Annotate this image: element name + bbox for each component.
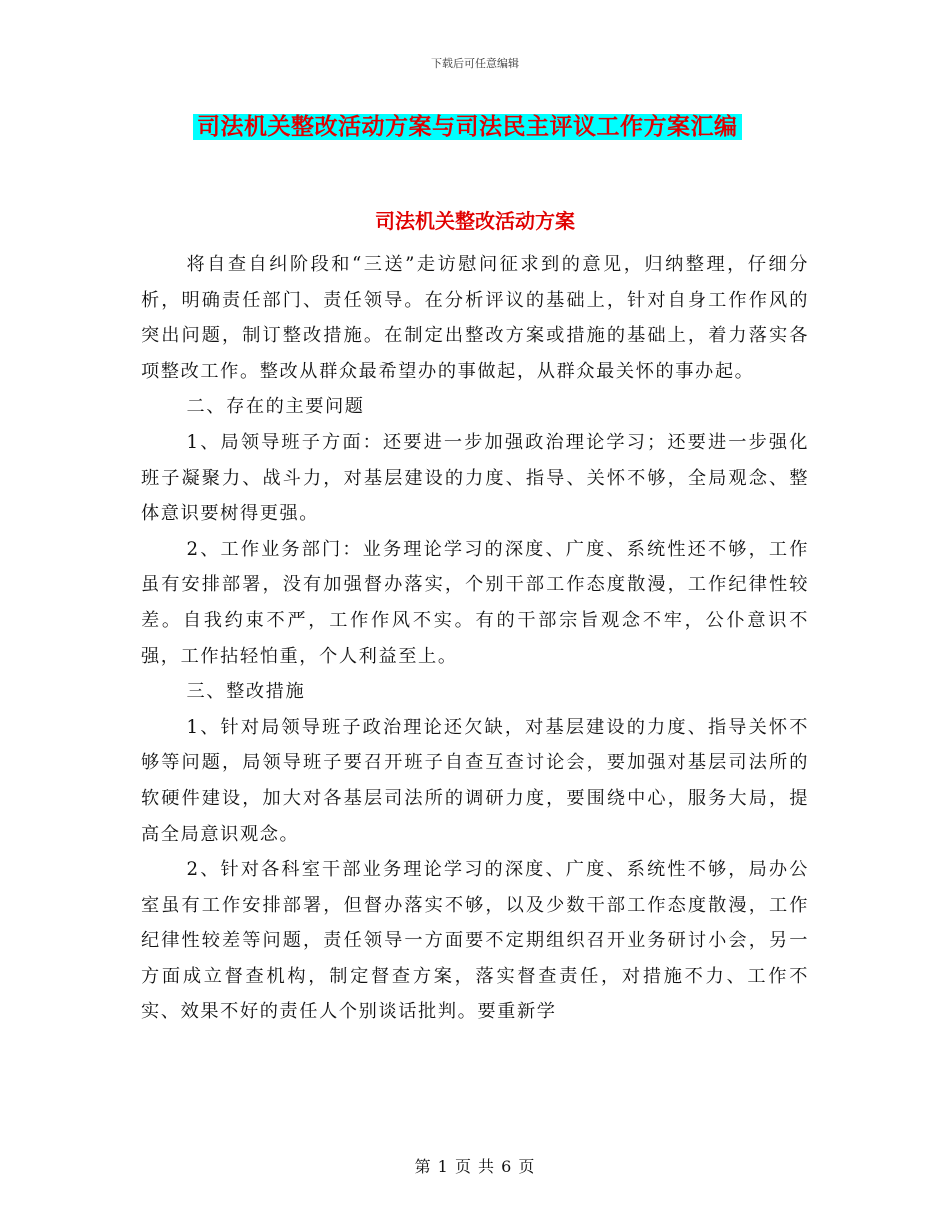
paragraph: 2、针对各科室干部业务理论学习的深度、广度、系统性不够，局办公室虽有工作安排部署，但督办落实不够，以及少数干部工作态度散漫，工作纪律性较差等问题，责任领导一方面要不定期组织召开业务研讨小会，另一方面成立督查机构，制定督查方案，落实督查责任，对措施不力、工作不实、效果不好的责任人个别谈话批判。要重新学 bbox=[141, 859, 809, 1023]
main-title: 司法机关整改活动方案与司法民主评议工作方案汇编 bbox=[193, 114, 742, 140]
paragraph: 2、工作业务部门：业务理论学习的深度、广度、系统性还不够，工作虽有安排部署，没有加强督办落实，个别干部工作态度散漫，工作纪律性较差。自我约束不严，工作作风不实。有的干部宗旨观念不牢，公仆意识不强，工作拈轻怕重，个人利益至上。 bbox=[141, 538, 809, 667]
main-title-wrap bbox=[193, 111, 742, 143]
section-heading: 三、整改措施 bbox=[186, 681, 306, 703]
sub-title: 司法机关整改活动方案 bbox=[375, 209, 575, 233]
paragraph: 将自查自纠阶段和“三送”走访慰问征求到的意见，归纳整理，仔细分析，明确责任部门、责任领导。在分析评议的基础上，针对自身工作作风的突出问题，制订整改措施。在制定出整改方案或措施的基础上，着力落实各项整改工作。整改从群众最希望办的事做起，从群众最关怀的事办起。 bbox=[141, 254, 809, 382]
page-footer: 第 1 页 共 6 页 bbox=[414, 1157, 536, 1176]
section-heading: 二、存在的主要问题 bbox=[186, 396, 365, 418]
body-text bbox=[141, 247, 809, 1030]
paragraph: 1、针对局领导班子政治理论还欠缺，对基层建设的力度、指导关怀不够等问题，局领导班子要召开班子自查互查讨论会，要加强对基层司法所的软硬件建设，加大对各基层司法所的调研力度，要围绕中心，服务大局，提高全局意识观念。 bbox=[141, 716, 809, 845]
header-note: 下载后可任意编辑 bbox=[431, 57, 519, 70]
paragraph: 1、局领导班子方面：还要进一步加强政治理论学习；还要进一步强化班子凝聚力、战斗力，对基层建设的力度、指导、关怀不够，全局观念、整体意识要树得更强。 bbox=[141, 431, 809, 525]
